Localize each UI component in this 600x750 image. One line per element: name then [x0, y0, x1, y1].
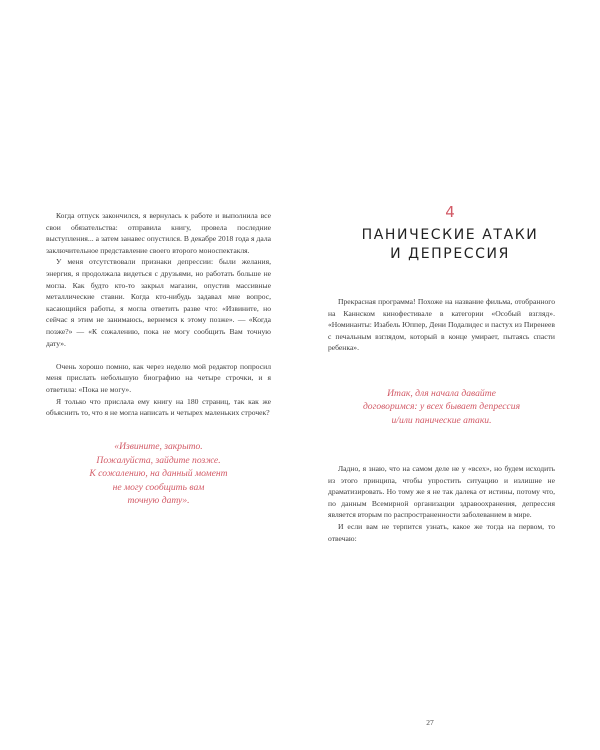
pull-quote [46, 440, 271, 507]
paragraph: И если вам не терпится узнать, какое же тогда на первом, то отвечаю: [328, 521, 555, 543]
chapter-title-line: И ДЕПРЕССИЯ [390, 246, 510, 262]
pull-quote-right [328, 387, 555, 427]
quote-line: не могу сообщить вам [112, 481, 205, 493]
chapter-title-line: ПАНИЧЕСКИЕ АТАКИ [361, 227, 539, 243]
page-number: 27 [426, 718, 434, 727]
chapter-number: 4 [445, 203, 455, 221]
paragraph: Ладно, я знаю, что на самом деле не у «всех», но будем исходить из этого принципа, чтобы упростить ситуацию и излишне не драматизировать. Но тому же я не так далека от истины, потому что, по данным Всемирной организации здравоохранения, депрессия является вторым по распространенности заболеванием в мире. [328, 464, 555, 520]
paragraph: Я только что прислала ему книгу на 180 страниц, так как же объяснить то, что я не могла написать и четырех маленьких строчек? [46, 396, 271, 418]
quote-line: договоримся: у всех бывает депрессия [362, 401, 521, 413]
quote-line: К сожалению, на данный момент [89, 468, 228, 480]
chapter-title [300, 226, 600, 264]
paragraph: Когда отпуск закончился, я вернулась к работе и выполнила все свои обязательства: отправила книгу, провела последние выступления... а затем занавес опустился. В декабре 2018 года я дала заключительное представление своего второго моноспектакля. [46, 211, 271, 255]
quote-line: и/или панические атаки. [391, 414, 492, 426]
right-intro [328, 296, 555, 354]
quote-line: точную дату». [127, 494, 190, 506]
paragraph: Очень хорошо помню, как через неделю мой редактор попросил меня прислать небольшую биографию на четыре строчки, и я ответила: «Пока не могу». [46, 361, 271, 394]
quote-line: Итак, для начала давайте [387, 388, 496, 399]
quote-line: Пожалуйста, зайдите позже. [96, 454, 221, 466]
paragraph: Прекрасная программа! Похоже на название фильма, отобранного на Каннском кинофестивале в категории «Особый взгляд». «Номинанты: Изабель Юппер, Дени Подалидес и пастух из Пиренеев с печальным взглядом, который в конце умирает, пытаясь спасти ребенка». [328, 297, 555, 353]
right-body [328, 463, 555, 544]
quote-line: «Извините, закрыто. [114, 441, 203, 453]
left-text-column [46, 210, 271, 507]
right-page [300, 0, 600, 750]
paragraph: У меня отсутствовали признаки депрессии: были желания, энергия, я продолжала видеться с друзьями, но работать больше не могла. Как будто кто-то закрыл магазин, опустив массивные металлические ставни. Когда кто-нибудь задавал мне вопрос, касающийся работы, я могла ответить разве что: «Извините, но сейчас я этим не занимаюсь, вернемся к этому позже». — «Когда позже?» — «К сожалению, пока не могу сообщить Вам точную дату». [46, 257, 271, 348]
